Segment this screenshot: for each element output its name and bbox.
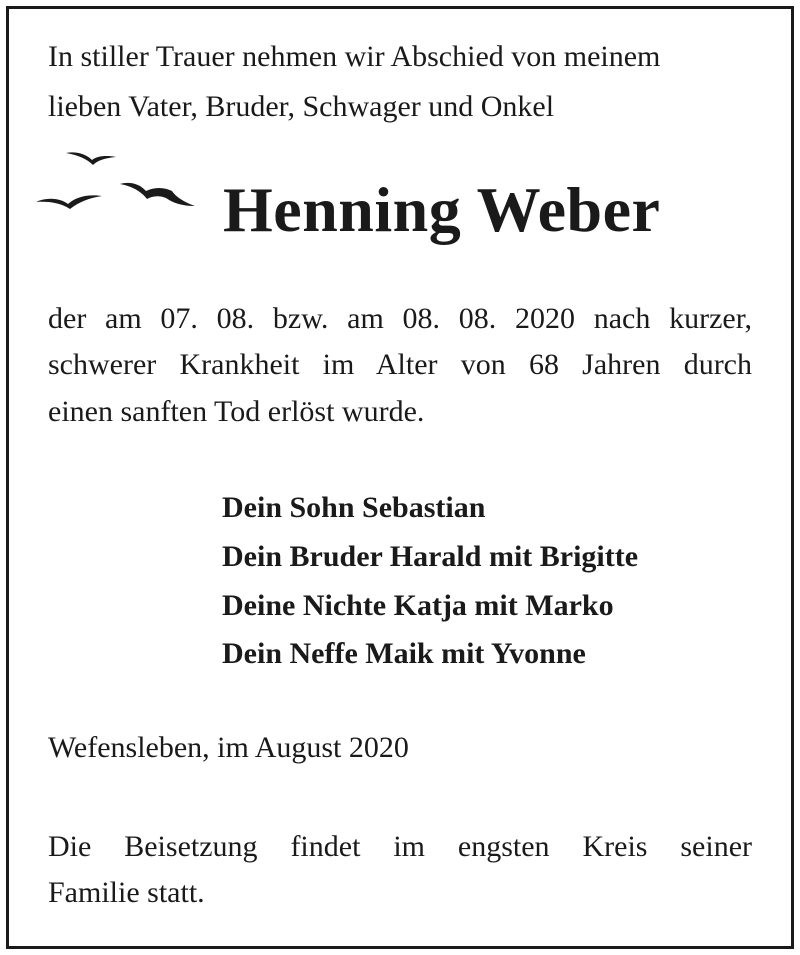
deceased-name: Henning Weber: [223, 174, 661, 245]
mourner-nephew: Dein Neffe Maik mit Yvonne: [222, 637, 586, 670]
mourner-son: Dein Sohn Sebastian: [222, 491, 486, 524]
funeral-line-1: Die Beisetzung findet im engsten Kreis seiner: [48, 830, 752, 863]
intro-line-1: In stiller Trauer nehmen wir Abschied von meinem: [48, 40, 661, 73]
mourner-brother: Dein Bruder Harald mit Brigitte: [222, 540, 639, 573]
intro-line-2: lieben Vater, Bruder, Schwager und Onkel: [48, 90, 555, 123]
place-date: Wefensleben, im August 2020: [48, 731, 409, 764]
funeral-line-2: Familie statt.: [48, 876, 205, 909]
announcement-line-3: einen sanften Tod erlöst wurde.: [48, 395, 425, 428]
announcement-line-1: der am 07. 08. bzw. am 08. 08. 2020 nach kurzer,: [48, 302, 752, 335]
mourner-niece: Deine Nichte Katja mit Marko: [222, 589, 614, 622]
flying-birds-icon: [34, 144, 199, 219]
announcement-line-2: schwerer Krankheit im Alter von 68 Jahren durch: [48, 348, 752, 381]
